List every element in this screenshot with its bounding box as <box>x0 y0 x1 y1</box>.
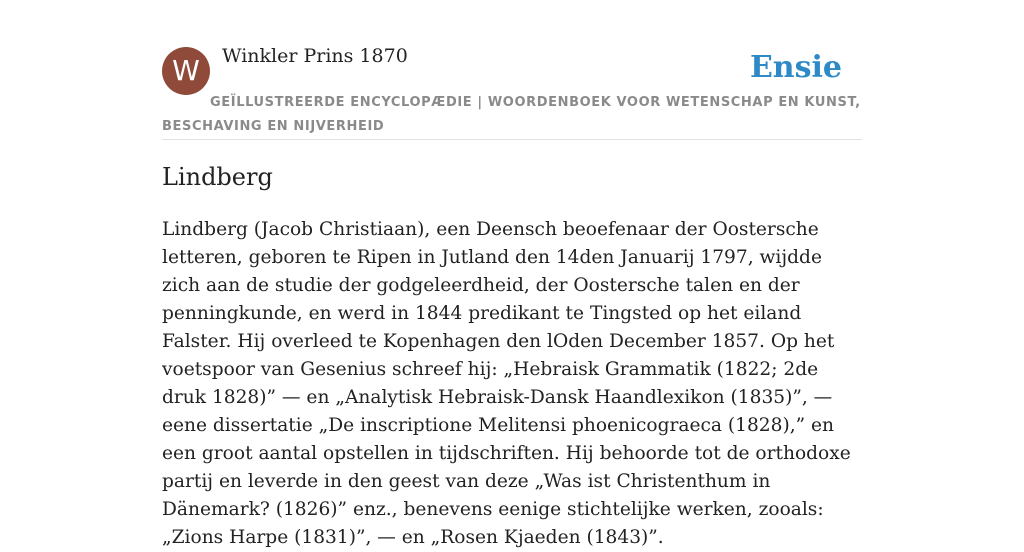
avatar-letter: W <box>172 54 200 87</box>
article-body: Lindberg (Jacob Christiaan), een Deensch beoefenaar der Oostersche letteren, geboren te Ripen in Jutland den 14den Januarij 1797, wijdde zich aan de studie der godgeleerdheid, der Oostersche talen en der penningkunde, en werd in 1844 predikant te Tingsted op het eiland Falster. Hij overleed te Kopenhagen den lOden December 1857. Op het voetspoor van Gesenius schreef hij: „Hebraisk Grammatik (1822; 2de druk 1828)” — en „Analytisk Hebraisk-Dansk Haandlexikon (1835)”, — eene dissertatie „De inscriptione Melitensi phoenicograeca (1828),” en een groot aantal opstellen in tijdschriften. Hij behoorde tot de orthodoxe partij en leverde in den geest van deze „Was ist Christenthum in Dänemark? (1826)” enz., benevens eenige stichtelijke werken, zooals: „Zions Harpe (1831)”, — en „Rosen Kjaeden (1843)”. <box>162 219 851 548</box>
source-title-link[interactable]: Winkler Prins 1870 <box>222 45 408 67</box>
source-subtitle: GEÏLLUSTREERDE ENCYCLOPÆDIE | WOORDENBOEK VOOR WETENSCHAP EN KUNST, BESCHAVING EN NIJVERHEID <box>162 95 861 134</box>
page-title: Lindberg <box>162 163 273 191</box>
source-avatar[interactable] <box>162 47 210 95</box>
header-divider <box>162 139 862 140</box>
ensie-logo[interactable]: Ensie <box>749 50 842 85</box>
